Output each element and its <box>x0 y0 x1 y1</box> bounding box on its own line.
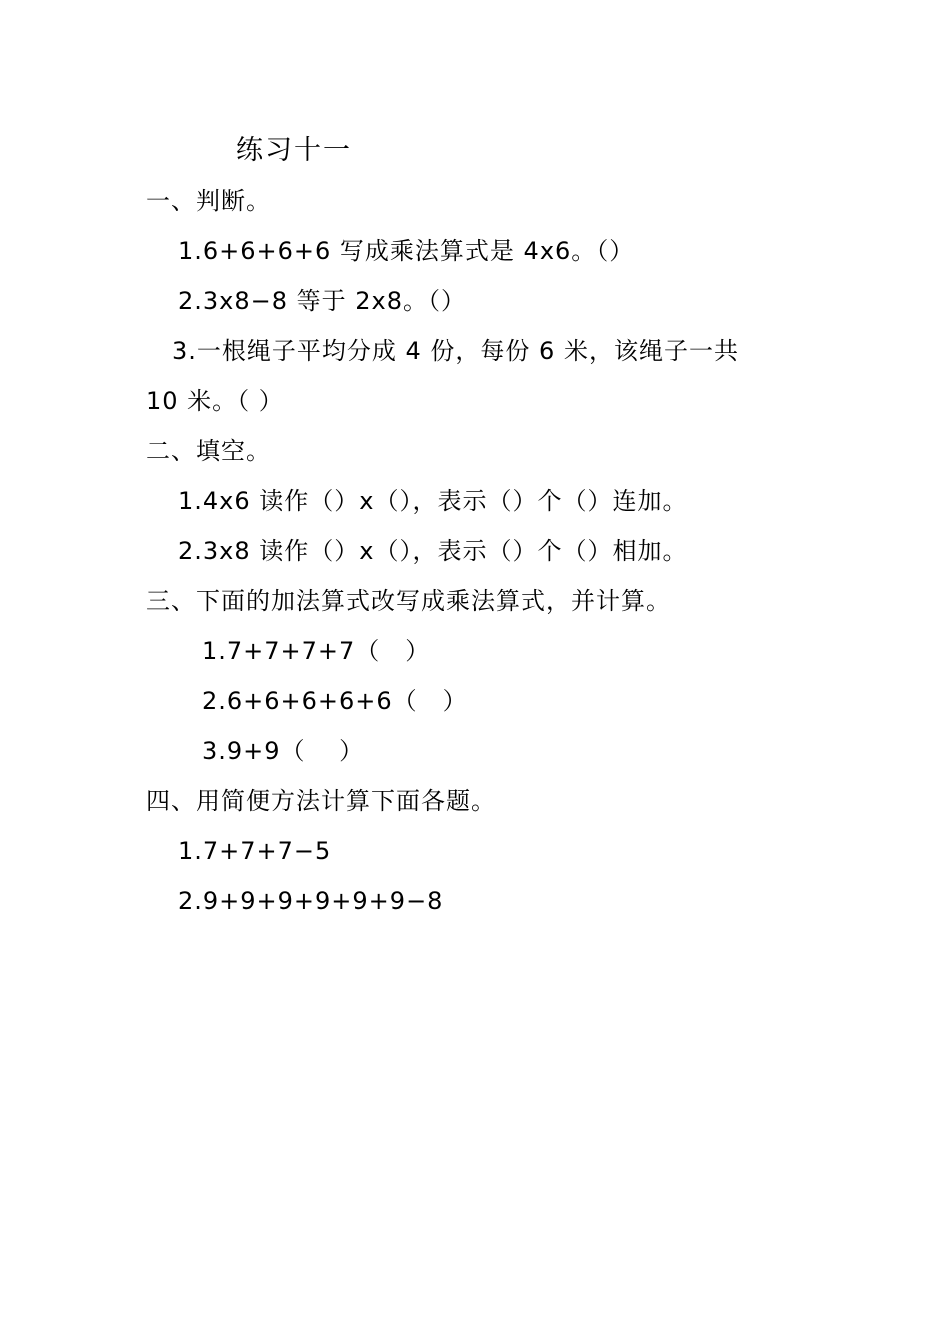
section-2-item-1: 1.4x6 读作（）x（），表示（）个（）连加。 <box>178 487 688 515</box>
section-1-item-2: 2.3x8−8 等于 2x8。（） <box>178 287 467 315</box>
section-3-item-3: 3.9+9（ ） <box>202 737 365 765</box>
section-1-item-1: 1.6+6+6+6 写成乘法算式是 4x6。（） <box>178 237 635 265</box>
section-4-item-2: 2.9+9+9+9+9+9−8 <box>178 887 444 915</box>
section-1-heading: 一、判断。 <box>146 187 271 215</box>
section-2-heading: 二、填空。 <box>146 437 271 465</box>
section-1-item-3: 3.一根绳子平均分成 4 份，每份 6 米，该绳子一共 <box>172 337 739 365</box>
section-4-heading: 四、用简便方法计算下面各题。 <box>146 787 496 815</box>
section-3-item-1: 1.7+7+7+7（ ） <box>202 637 431 665</box>
section-3-item-2: 2.6+6+6+6+6（ ） <box>202 687 468 715</box>
section-4-item-1: 1.7+7+7−5 <box>178 837 332 865</box>
page-title: 练习十一 <box>236 135 352 166</box>
section-2-item-2: 2.3x8 读作（）x（），表示（）个（）相加。 <box>178 537 688 565</box>
section-1-item-3-continued: 10 米。（ ） <box>146 387 284 415</box>
section-3-heading: 三、下面的加法算式改写成乘法算式，并计算。 <box>146 587 671 615</box>
